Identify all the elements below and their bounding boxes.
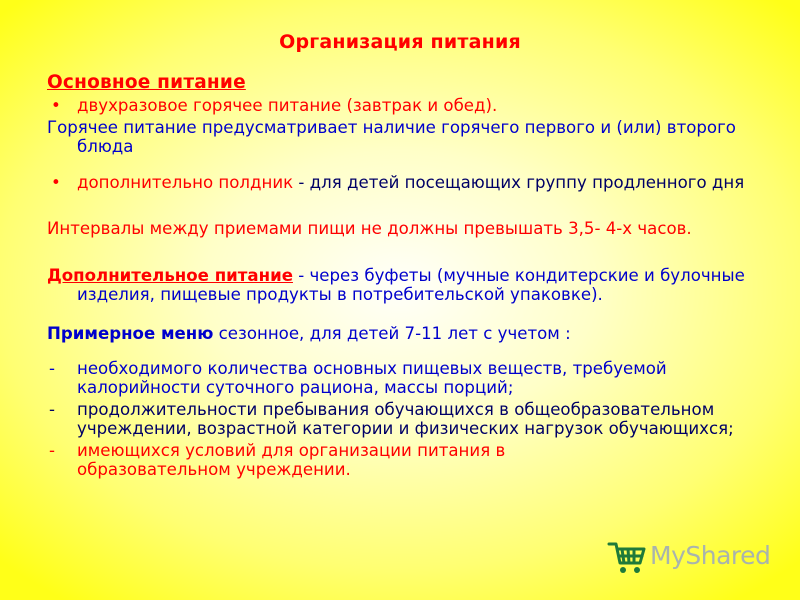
dash-marker: - — [49, 359, 55, 379]
myshared-logo — [606, 537, 771, 577]
extra-meal-text: - через буфеты (мучные кондитерские и булочные изделия, пищевые продукты в потребительской упаковке). — [77, 265, 745, 304]
slide-title: Организация питания — [279, 31, 521, 53]
bullet-text: двухразовое горячее питание (завтрак и обед). — [77, 96, 498, 115]
slide-content — [47, 73, 757, 479]
dash-marker: - — [49, 400, 55, 420]
dash-text: имеющихся условий для организации питания в образовательном учреждении. — [77, 441, 506, 480]
shopping-cart-icon — [606, 537, 648, 577]
dash-text: необходимого количества основных пищевых веществ, требуемой калорийности суточного рациона, массы порций; — [77, 359, 667, 398]
bullet-item-meals — [47, 96, 757, 115]
dash-item-conditions — [47, 441, 597, 479]
bullet-item-snack — [47, 173, 757, 192]
extra-meal-paragraph — [47, 266, 757, 304]
main-heading: Основное питание — [47, 72, 246, 93]
dash-text: продолжительности пребывания обучающихся в общеобразовательном учреждении, возрастной категории и физических нагрузок обучающихся; — [77, 400, 734, 439]
bullet-marker: • — [51, 96, 61, 115]
menu-text: сезонное, для детей 7-11 лет с учетом : — [213, 323, 571, 343]
hot-meal-text: Горячее питание предусматривает наличие горячего первого и (или) второго блюда — [47, 118, 736, 156]
dash-item-nutrients — [47, 359, 757, 397]
menu-heading: Примерное меню — [47, 323, 214, 343]
snack-red-text: дополнительно полдник — [77, 172, 294, 192]
snack-rest-text: - для детей посещающих группу продленного дня — [293, 172, 745, 192]
dash-marker: - — [49, 441, 55, 461]
extra-meal-heading: Дополнительное питание — [47, 265, 293, 285]
menu-paragraph — [47, 324, 757, 343]
logo-text: MyShared — [650, 541, 771, 570]
intervals-text: Интервалы между приемами пищи не должны превышать 3,5- 4-х часов. — [47, 218, 692, 238]
bullet-marker: • — [51, 172, 61, 192]
dash-item-duration — [47, 400, 757, 438]
